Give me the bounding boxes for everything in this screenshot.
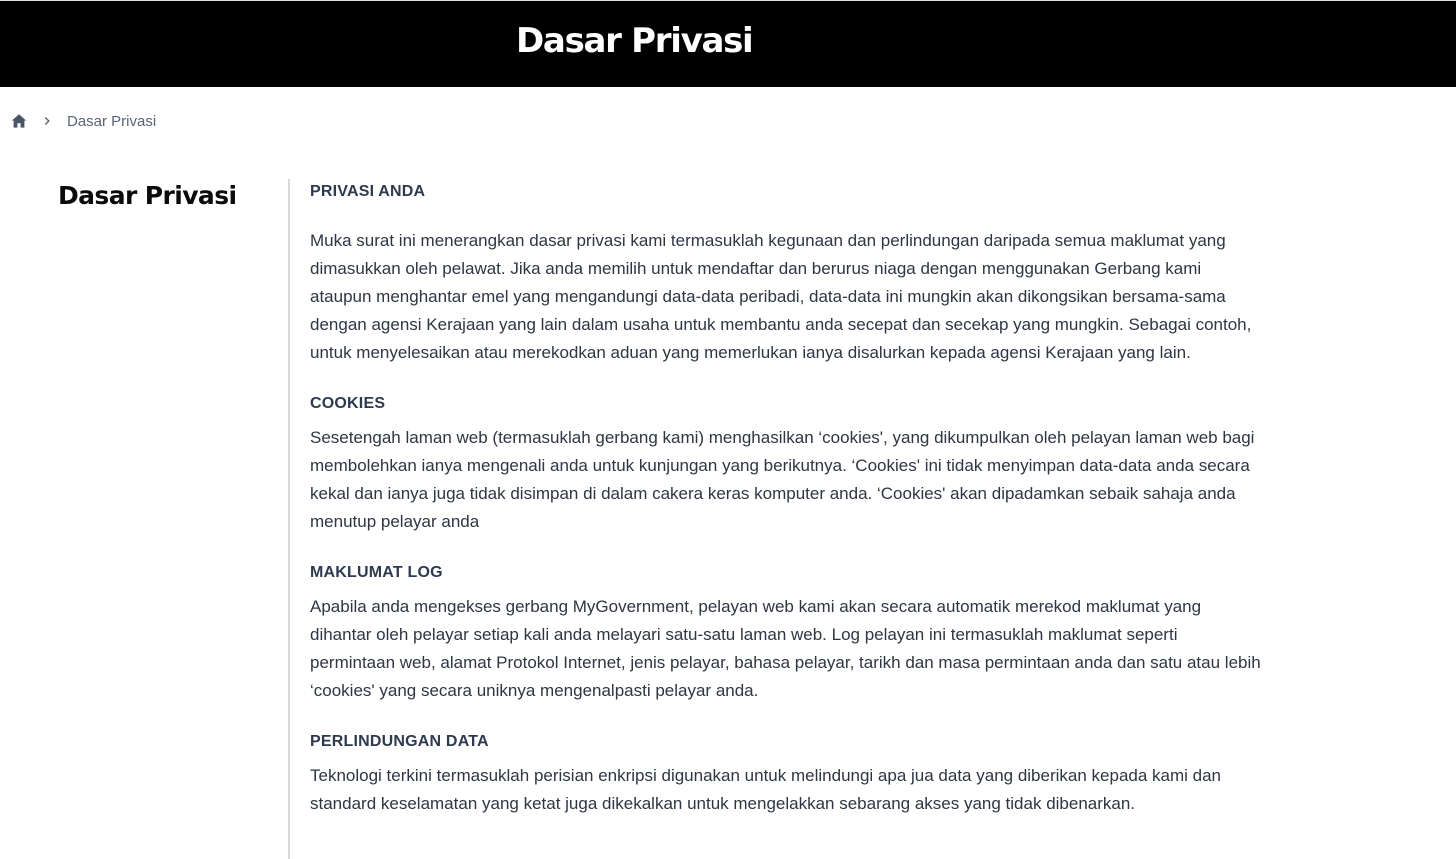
home-icon[interactable]	[11, 113, 27, 129]
page-header	[0, 0, 1456, 87]
section-heading-cookies: COOKIES	[310, 395, 386, 412]
sidebar-title: Dasar Privasi	[58, 181, 237, 210]
section-heading-maklumat-log: MAKLUMAT LOG	[310, 564, 443, 581]
content-divider	[288, 179, 290, 859]
section-body-cookies: Sesetengah laman web (termasuklah gerbang kami) menghasilkan ‘cookies', yang dikumpulkan oleh pelayan laman web bagi membolehkan ianya mengenali anda untuk kunjungan yang berikutnya. ‘Cookies' ini tidak menyimpan data-data anda secara kekal dan ianya juga tidak disimpan di dalam cakera keras komputer anda. ‘Cookies' akan dipadamkan sebaik sahaja anda menutup pelayar anda	[310, 428, 1255, 531]
chevron-right-icon	[42, 116, 52, 126]
main-content	[310, 180, 1270, 818]
section-heading-privasi-anda: PRIVASI ANDA	[310, 183, 426, 200]
section-body-maklumat-log: Apabila anda mengekses gerbang MyGovernment, pelayan web kami akan secara automatik merekod maklumat yang dihantar oleh pelayar setiap kali anda melayari satu-satu laman web. Log pelayan ini termasuklah maklumat seperti permintaan web, alamat Protokol Internet, jenis pelayar, bahasa pelayar, tarikh dan masa permintaan anda dan satu atau lebih ‘cookies' yang secara uniknya mengenalpasti pelayar anda.	[310, 597, 1261, 700]
page-title: Dasar Privasi	[516, 21, 753, 61]
breadcrumb-current: Dasar Privasi	[67, 112, 157, 130]
breadcrumb	[11, 110, 156, 132]
section-body-privasi-anda: Muka surat ini menerangkan dasar privasi kami termasuklah kegunaan dan perlindungan daripada semua maklumat yang dimasukkan oleh pelawat. Jika anda memilih untuk mendaftar dan berurus niaga dengan menggunakan Gerbang kami ataupun menghantar emel yang mengandungi data-data peribadi, data-data ini mungkin akan dikongsikan bersama-sama dengan agensi Kerajaan yang lain dalam usaha untuk membantu anda secepat dan secekap yang mungkin. Sebagai contoh, untuk menyelesaikan atau merekodkan aduan yang memerlukan ianya disalurkan kepada agensi Kerajaan yang lain.	[310, 231, 1252, 362]
section-body-perlindungan-data: Teknologi terkini termasuklah perisian enkripsi digunakan untuk melindungi apa jua data yang diberikan kepada kami dan standard keselamatan yang ketat juga dikekalkan untuk mengelakkan sebarang akses yang tidak dibenarkan.	[310, 766, 1222, 813]
section-heading-perlindungan-data: PERLINDUNGAN DATA	[310, 733, 489, 750]
